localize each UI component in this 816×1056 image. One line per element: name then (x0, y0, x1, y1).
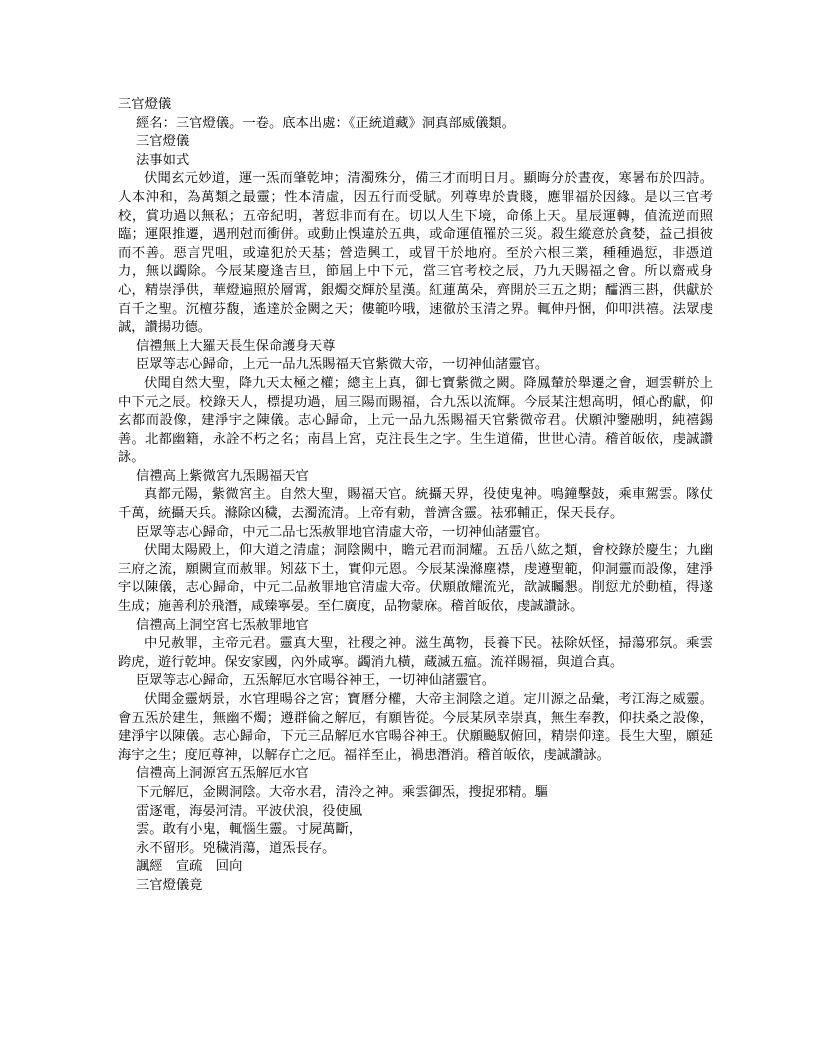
eulogy-heaven-official: 伏聞自然大聖，降九天太極之權；總主上真，御七寶紫微之闕。降鳳輦於舉遷之會，迴雲軿於上中下元之辰。校錄天人，標提功過，屆三陽而賜福，合九炁以流輝。今辰某注想高明，傾心酌獻，仰玄都而設像，建淨宇之陳儀。志心歸命，上元一品九炁賜福天官紫微帝君。伏願沖鑒融明，純禧錫善。北都幽籍，永詮不朽之名；南昌上宮，克注長生之字。生生道備，世世心清。稽首皈依，虔誠讚詠。 (118, 375, 713, 466)
hymn-water-official-line-1: 下元解厄，金闕洞陰。大帝水君，清泠之神。乘雲御炁，搜捉邪精。驅 (136, 784, 549, 800)
refuge-formula-2: 信禮高上紫微宮九炁賜福天官 (136, 468, 309, 484)
refuge-formula-3: 信禮高上洞空宮七炁赦罪地官 (136, 617, 309, 633)
refuge-formula-4: 信禮高上洞源宮五炁解厄水官 (136, 766, 309, 782)
hymn-water-official-line-4: 永不留形。兇穢消蕩，道炁長存。 (136, 840, 336, 856)
hymn-water-official-line-3: 雲。敢有小鬼，輒惱生靈。寸屍萬斷， (136, 822, 363, 838)
ritual-actions-line: 諷經 宣疏 回向 (136, 859, 243, 875)
document-text-body (118, 96, 713, 896)
homage-formula-3: 臣眾等志心歸命，五炁解厄水官暘谷神王，一切神仙諸靈官。 (136, 673, 496, 689)
inner-title: 三官燈儀 (136, 134, 190, 150)
eulogy-water-official: 伏聞金靈炳景，水官理暘谷之宮；寶曆分權，大帝主洞陰之道。定川源之品彙，考江海之威靈。會五炁於建生，無幽不燭；遵群倫之解厄，有願皆從。今辰某夙幸崇真，無生奉教，仰扶桑之設像，建淨宇以陳儀。志心歸命，下元三品解厄水官暘谷神王。伏願飈馭俯回，精崇仰達。長生大聖，願延海宇之生；度厄尊神，以解存亡之厄。福祥至止，禍患潛消。稽首皈依，虔誠讚詠。 (118, 692, 713, 763)
hymn-earth-official: 中兄赦罪，主帝元君。靈真大聖，社稷之神。滋生萬物，長養下民。袪除妖怪，掃蕩邪氛。乘雲跨虎，遊行乾坤。保安家國，內外咸寧。蠲消九橫，蔵滅五瘟。流祥賜福，與道合真。 (118, 636, 713, 670)
opening-invocation: 伏聞玄元妙道，運一炁而肇乾坤；清濁殊分，備三才而明日月。顯晦分於晝夜，寒暑布於四詩。人本沖和，為萬類之最靈；性本清虛，因五行而受賦。列尊卑於貴賤，應罪福於因緣。是以三官考校，賞功過以無私；五帝紀明，著愆非而有在。切以人生下境，命係上天。星辰運轉，值流逆而照臨；運限推遷，遇刑尅而衝併。或動止悞違於五典，或命運值罹於三災。殺生縱意於貪婪，益己損彼而不善。惡言咒咀，或違犯於天基；營造興工，或冒干於地府。至於六根三業，種種過愆，非憑道力，無以蠲除。今辰某慶逢吉旦，節屆上中下元，當三官考校之辰，乃九天賜福之會。所以齋戒身心，精崇淨供，華燈遍照於層霄，銀燭交輝於星漢。紅蓮萬朵，齊開於三五之期；醽酒三斟，供獻於百千之聖。沉檀芬馥，遙達於金闕之天；僂範吟哦，速徹於玉清之界。輒伸丹悃，仰叩洪禧。法眾虔誠，讚揚功德。 (118, 171, 713, 336)
source-attribution-line: 經名：三官燈儀。一卷。底本出處：《正統道藏》洞真部威儀類。 (136, 115, 515, 131)
eulogy-earth-official: 伏聞太陽殿上，仰大道之清虛；洞陰闕中，瞻元君而洞耀。五岳八紘之類，會校錄於慶生；九幽三府之流，願闕宣而赦罪。矧茲下土，實仰元恩。今辰某澡滌塵襟，虔遵聖範，仰洞靈而設像，建淨宇以陳儀，志心歸命，中元二品赦罪地官清虛大帝。伏願啟耀流光，歆誠矚懇。削愆尤於動植，得遂生成；施善利於飛潛，咸臻寧晏。至仁廣度，品物蒙庥。稽首皈依，虔誠讚詠。 (118, 543, 713, 615)
colophon: 三官燈儀竟 (136, 877, 203, 893)
homage-formula-2: 臣眾等志心歸命，中元二品七炁赦罪地官清虛大帝，一切神仙諸靈官。 (136, 524, 549, 540)
homage-formula-1: 臣眾等志心歸命，上元一品九炁賜福天官紫微大帝，一切神仙諸靈官。 (136, 357, 549, 373)
ritual-rubric: 法事如式 (136, 152, 190, 168)
document-title: 三官燈儀 (118, 97, 172, 112)
refuge-formula-1: 信禮無上大羅天長生保命護身天尊 (136, 338, 336, 354)
hymn-heaven-official: 真都元陽，紫微宮主。自然大聖，賜福天官。統攝天界，役使鬼神。鳴鐘擊鼓，乘車駕雲。隊仗千萬，統攝天兵。滌除凶穢，去濁流清。上帝有勅，普濟含靈。袪邪輔正，保天長存。 (118, 487, 713, 522)
hymn-water-official-line-2: 雷逐電，海晏河清。平波伏浪，役使風 (136, 803, 363, 819)
